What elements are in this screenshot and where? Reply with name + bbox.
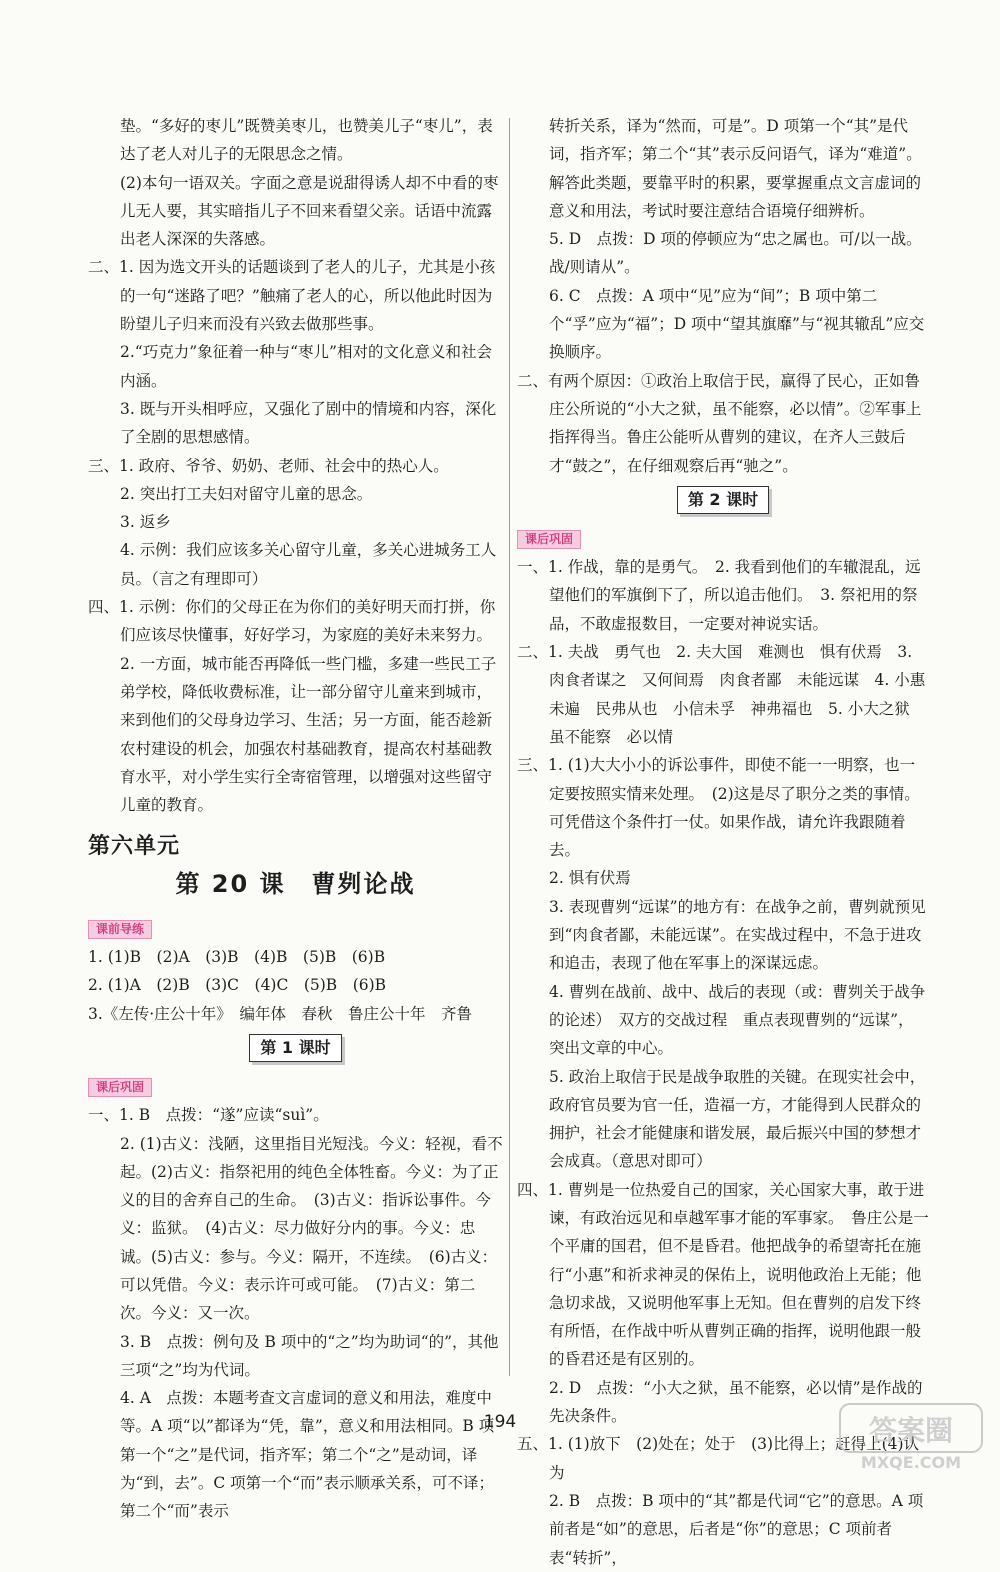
answer-text: 2. 一方面，城市能否再降低一些门槛，多建一些民工子弟学校，降低收费标准，让一部分留守儿童来到城市，来到他们的父母身边学习、生活；另一方面，能否趁新农村建设的机会，加强农村基础教育，提高农村基础教育水平，对小学生实行全寄宿管理，以增强对这些留守儿童的教育。 xyxy=(120,654,497,815)
answer-text: 二、1. 夫战 勇气也 2. 夫大国 难测也 惧有伏焉 3. 肉食者谋之 又何间焉 肉食者鄙 未能远谋 4. 小惠未遍 民弗从也 小信未孚 神弗福也 5. 小大之狱 虽不能察 必以情 xyxy=(517,643,926,746)
answer-text: 3.《左传·庄公十年》 编年体 春秋 鲁庄公十年 齐鲁 xyxy=(88,1004,472,1023)
answer-text: 3. B 点拨：例句及 B 项中的“之”均为助词“的”，其他三项“之”均为代词。 xyxy=(120,1332,499,1379)
answer-text: (2)本句一语双关。字面之意是说甜得诱人却不中看的枣儿无人要，其实暗指儿子不回来看望父亲。话语中流露出老人深深的失落感。 xyxy=(120,173,499,249)
watermark-url: MXQE.COM xyxy=(860,1453,962,1472)
answer-text: 2. D 点拨：“小大之狱，虽不能察，必以情”是作战的先决条件。 xyxy=(549,1378,923,1426)
watermark-text: 答案圈 xyxy=(868,1414,954,1447)
section-tag: 课后巩固 xyxy=(88,1078,152,1097)
answer-text: 垫。“多好的枣儿”既赞美枣儿，也赞美儿子“枣儿”，表达了老人对儿子的无限思念之情。 xyxy=(120,117,493,164)
lesson-title: 第 20 课 曹刿论战 xyxy=(175,869,416,898)
column-divider xyxy=(509,118,510,1376)
answer-text: 四、1. 示例：你们的父母正在为你们的美好明天而打拼，你们应该尽快懂事，好好学习，为家庭的美好未来努力。 xyxy=(88,598,496,645)
section-tag: 课前导练 xyxy=(88,920,152,939)
left-column xyxy=(88,112,503,1526)
answer-text: 2. 惧有伏焉 xyxy=(549,869,631,888)
answer-text: 四、1. 曹刿是一位热爱自己的国家，关心国家大事，敢于进谏，有政治远见和卓越军事才能的军事家。 鲁庄公是一个平庸的国君，但不是昏君。他把战争的希望寄托在施行“小惠”和祈求神灵的保佑上，说明他政治上无能；他急切求战，又说明他军事上无知。但在曹刿的启发下终有所悟，在作战中听从曹刿正确的指挥，说明他跟一般的昏君还是有区别的。 xyxy=(517,1180,929,1369)
right-column xyxy=(517,112,929,1572)
answer-text: 4. 示例：我们应该多关心留守儿童，多关心进城务工人员。（言之有理即可） xyxy=(120,541,497,588)
answer-text: 五、1. (1)放下 (2)处在；处于 (3)比得上；赶得上(4)认为 xyxy=(517,1435,920,1482)
answer-text: 一、1. B 点拨：“遂”应读“suì”。 xyxy=(88,1106,329,1125)
answer-text: 6. C 点拨：A 项中“见”应为“间”；B 项中第二个“孚”应为“福”；D 项中“望其旗靡”与“视其辙乱”应交换顺序。 xyxy=(549,286,925,362)
answer-text: 5. 政治上取信于民是战争取胜的关键。在现实社会中，政府官员要为官一任，造福一方，才能得到人民群众的拥护，社会才能健康和谐发展，最后振兴中国的梦想才会成真。（意思对即可） xyxy=(549,1067,926,1171)
answer-text: 转折关系，译为“然而，可是”。D 项第一个“其”是代词，指齐军；第二个“其”表示反问语气，译为“难道”。解答此类题，要靠平时的积累，要掌握重点文言虚词的意义和用法，考试时要注意结合语境仔细辨析。 xyxy=(549,117,922,220)
answer-text: 二、1. 因为选文开头的话题谈到了老人的儿子，尤其是小孩的一句“迷路了吧？”触痛了老人的心，所以他此时因为盼望儿子归来而没有兴致去做那些事。 xyxy=(88,258,496,334)
session-heading: 第 2 课时 xyxy=(677,486,769,514)
answer-text: 2. (1)A (2)B (3)C (4)C (5)B (6)B xyxy=(88,976,387,995)
answer-text: 2.“巧克力”象征着一种与“枣儿”相对的文化意义和社会内涵。 xyxy=(120,343,492,390)
answer-text: 5. D 点拨：D 项的停顿应为“忠之属也。可/以一战。战/则请从”。 xyxy=(549,230,922,277)
unit-title: 第六单元 xyxy=(88,834,181,860)
section-tag: 课后巩固 xyxy=(517,530,581,549)
answer-text: 1. (1)B (2)A (3)B (4)B (5)B (6)B xyxy=(88,948,386,967)
answer-text: 4. 曹刿在战前、战中、战后的表现（或：曹刿关于战争的论述） 双方的交战过程 重点表现曹刿的“远谋”，突出文章的中心。 xyxy=(549,982,926,1058)
answer-text: 三、1. (1)大大小小的诉讼事件，即使不能一一明察，也一定要按照实情来处理。 (2)这是尽了职分之类的事情。可凭借这个条件打一仗。如果作战，请允许我跟随着去。 xyxy=(517,756,920,860)
session-heading: 第 1 课时 xyxy=(249,1034,341,1062)
watermark-logo xyxy=(838,1400,988,1474)
answer-text: 一、1. 作战，靠的是勇气。 2. 我看到他们的车辙混乱，远望他们的军旗倒下了，所以追击他们。 3. 祭祀用的祭品，不敢虚报数目，一定要对神说实话。 xyxy=(517,558,921,633)
answer-text: 三、1. 政府、爷爷、奶奶、老师、社会中的热心人。 xyxy=(88,456,449,475)
answer-text: 二、有两个原因：①政治上取信于民，赢得了民心，正如鲁庄公所说的“小大之狱，虽不能察，必以情”。②军事上指挥得当。鲁庄公能听从曹刿的建议，在齐人三鼓后才“鼓之”，在仔细观察后再“驰之”。 xyxy=(517,371,922,475)
answer-text: 3. 表现曹刿“远谋”的地方有：在战争之前，曹刿就预见到“肉食者鄙，未能远谋”。在实战过程中，不急于进攻和追击，表现了他在军事上的深谋远虑。 xyxy=(549,897,926,973)
answer-text: 2. (1)古义：浅陋，这里指目光短浅。今义：轻视，看不起。(2)古义：指祭祀用的纯色全体牲畜。今义：为了正义的目的舍弃自己的生命。 (3)古义：指诉讼事件。今义：监狱。 (4)古义：尽力做好分内的事。今义：忠诚。(5)古义：参与。今义：隔开，不连续。 (6)古义：可以凭借。今义：表示许可或可能。 (7)古义：第二次。今义：又一次。 xyxy=(120,1134,503,1323)
answer-text: 3. 返乡 xyxy=(120,513,171,532)
answer-text: 4. A 点拨：本题考查文言虚词的意义和用法，难度中等。A 项“以”都译为“凭，靠”，意义和用法相同。B 项第一个“之”是代词，指齐军；第二个“之”是动词，译为“到，去”。C 项第一个“而”表示顺承关系，可不译；第二个“而”表示 xyxy=(120,1389,495,1521)
answer-text: 2. 突出打工夫妇对留守儿童的思念。 xyxy=(120,484,373,503)
page-number: 194 xyxy=(483,1412,517,1432)
answer-text: 2. B 点拨：B 项中的“其”都是代词“它”的意思。A 项前者是“如”的意思，后者是“你”的意思；C 项前者表“转折”， xyxy=(549,1491,924,1567)
answer-text: 3. 既与开头相呼应，又强化了剧中的情境和内容，深化了全剧的思想感情。 xyxy=(120,399,497,447)
